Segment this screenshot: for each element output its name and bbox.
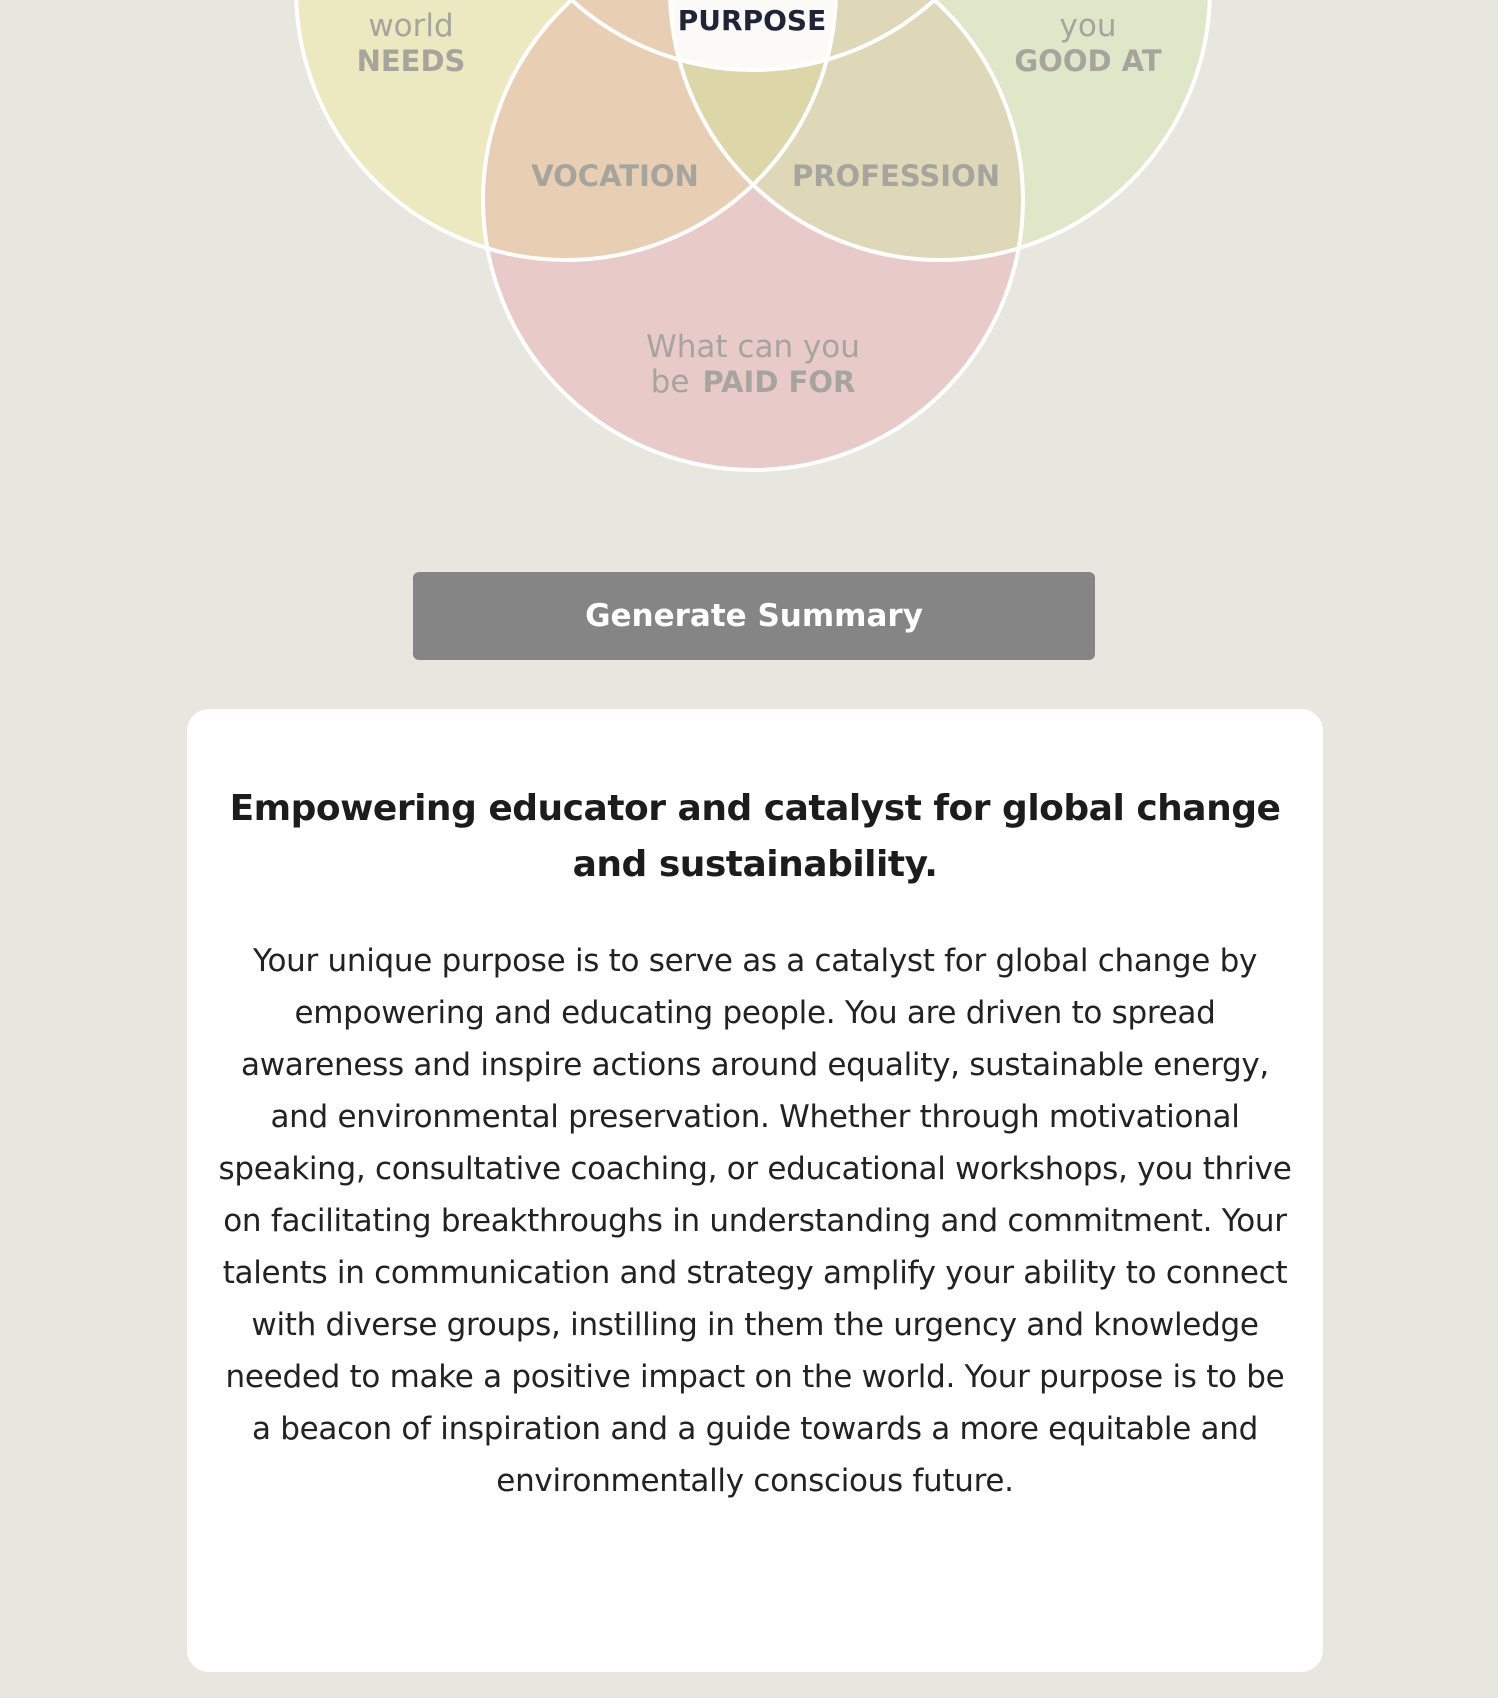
paid-for-label-line1: What can you [646,329,860,365]
summary-body: Your unique purpose is to serve as a catalyst for global change by empowering and educating people. You are driven to spread awareness and inspire actions around equality, sustainable energy, and environmental preservation. Whether through motivational speaking, consultative coaching, or educational workshops, you thrive on facilitating breakthroughs in understanding and commitment. Your talents in communication and strategy amplify your ability to connect with diverse groups, instilling in them the urgency and knowledge needed to make a positive impact on the world. Your purpose is to be a beacon of inspiration and a guide towards a more equitable and environmentally conscious future. [218,943,1292,1499]
world-needs-label-light: world [368,8,454,44]
good-at-label-light: you [1059,8,1117,44]
paid-for-label-line2 [651,364,856,400]
summary-card [187,709,1323,1672]
vocation-label: VOCATION [531,159,699,193]
purpose-label: PURPOSE [677,4,827,37]
paid-for-label-bold: PAID FOR [702,365,856,399]
summary-title: Empowering educator and catalyst for global change and sustainability. [229,788,1281,885]
profession-label: PROFESSION [791,159,1001,193]
world-needs-label-bold: NEEDS [356,44,466,78]
generate-summary-button[interactable]: Generate Summary [413,572,1095,660]
paid-for-label-be: be [650,364,690,400]
good-at-label-bold: GOOD AT [1014,44,1162,78]
ikigai-venn-diagram [0,0,1498,500]
